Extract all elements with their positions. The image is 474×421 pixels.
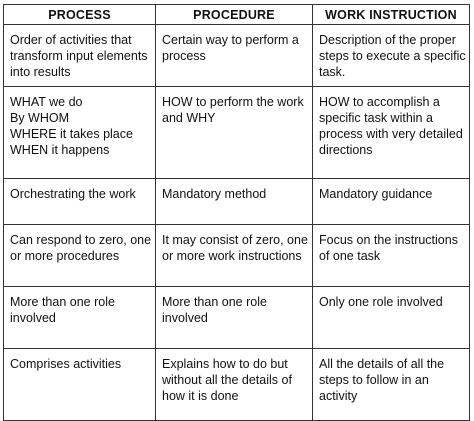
cell-line: Focus on the instructions bbox=[319, 233, 458, 247]
cell-line: Explains how to do but bbox=[162, 357, 288, 371]
cell-process bbox=[4, 349, 156, 421]
table-row bbox=[4, 225, 470, 287]
cell-line: By WHOM bbox=[10, 111, 70, 125]
cell-line: steps to execute a specific bbox=[319, 49, 466, 63]
cell-process bbox=[4, 25, 156, 87]
header-process: PROCESS bbox=[4, 5, 156, 25]
cell-work-instruction bbox=[313, 179, 470, 225]
cell-line: process bbox=[162, 49, 206, 63]
cell-work-instruction bbox=[313, 87, 470, 179]
comparison-table-container bbox=[3, 4, 469, 414]
cell-line: HOW to accomplish a bbox=[319, 95, 440, 109]
cell-line: Order of activities that bbox=[10, 33, 132, 47]
cell-line: Mandatory guidance bbox=[319, 187, 433, 201]
cell-line: Orchestrating the work bbox=[10, 187, 136, 201]
cell-procedure bbox=[156, 287, 313, 349]
cell-line: transform input elements bbox=[10, 49, 148, 63]
cell-procedure bbox=[156, 87, 313, 179]
cell-line: Description of the proper bbox=[319, 33, 456, 47]
cell-line: More than one role bbox=[162, 295, 267, 309]
cell-process bbox=[4, 225, 156, 287]
cell-line: involved bbox=[162, 311, 208, 325]
table-row bbox=[4, 287, 470, 349]
table-row bbox=[4, 179, 470, 225]
cell-work-instruction bbox=[313, 25, 470, 87]
cell-line: specific task within a bbox=[319, 111, 433, 125]
cell-line: Comprises activities bbox=[10, 357, 122, 371]
cell-work-instruction bbox=[313, 349, 470, 421]
header-procedure: PROCEDURE bbox=[156, 5, 313, 25]
cell-process bbox=[4, 87, 156, 179]
cell-line: HOW to perform the work bbox=[162, 95, 304, 109]
cell-line: without all the details of bbox=[162, 373, 292, 387]
cell-line: of one task bbox=[319, 249, 381, 263]
cell-process bbox=[4, 179, 156, 225]
cell-line: WHAT we do bbox=[10, 95, 83, 109]
cell-line: process with very detailed bbox=[319, 127, 463, 141]
cell-line: Mandatory method bbox=[162, 187, 267, 201]
comparison-table bbox=[3, 4, 470, 421]
header-row bbox=[4, 5, 470, 25]
cell-line: and WHY bbox=[162, 111, 216, 125]
cell-line: directions bbox=[319, 143, 373, 157]
cell-line: involved bbox=[10, 311, 56, 325]
cell-line: It may consist of zero, one bbox=[162, 233, 308, 247]
cell-line: task. bbox=[319, 65, 346, 79]
table-row bbox=[4, 87, 470, 179]
cell-work-instruction bbox=[313, 225, 470, 287]
cell-line: steps to follow in an bbox=[319, 373, 429, 387]
cell-procedure bbox=[156, 225, 313, 287]
cell-line: WHERE it takes place bbox=[10, 127, 133, 141]
header-work-instruction: WORK INSTRUCTION bbox=[313, 5, 470, 25]
cell-process bbox=[4, 287, 156, 349]
cell-line: or more work instructions bbox=[162, 249, 302, 263]
cell-line: Certain way to perform a bbox=[162, 33, 299, 47]
cell-procedure bbox=[156, 179, 313, 225]
cell-procedure bbox=[156, 349, 313, 421]
table-row bbox=[4, 349, 470, 421]
cell-line: All the details of all the bbox=[319, 357, 445, 371]
cell-line: how it is done bbox=[162, 389, 239, 403]
cell-work-instruction bbox=[313, 287, 470, 349]
table-row bbox=[4, 25, 470, 87]
cell-line: or more procedures bbox=[10, 249, 120, 263]
cell-line: into results bbox=[10, 65, 71, 79]
cell-line: Only one role involved bbox=[319, 295, 443, 309]
cell-line: Can respond to zero, one bbox=[10, 233, 152, 247]
cell-line: WHEN it happens bbox=[10, 143, 110, 157]
cell-procedure bbox=[156, 25, 313, 87]
cell-line: activity bbox=[319, 389, 358, 403]
cell-line: More than one role bbox=[10, 295, 115, 309]
